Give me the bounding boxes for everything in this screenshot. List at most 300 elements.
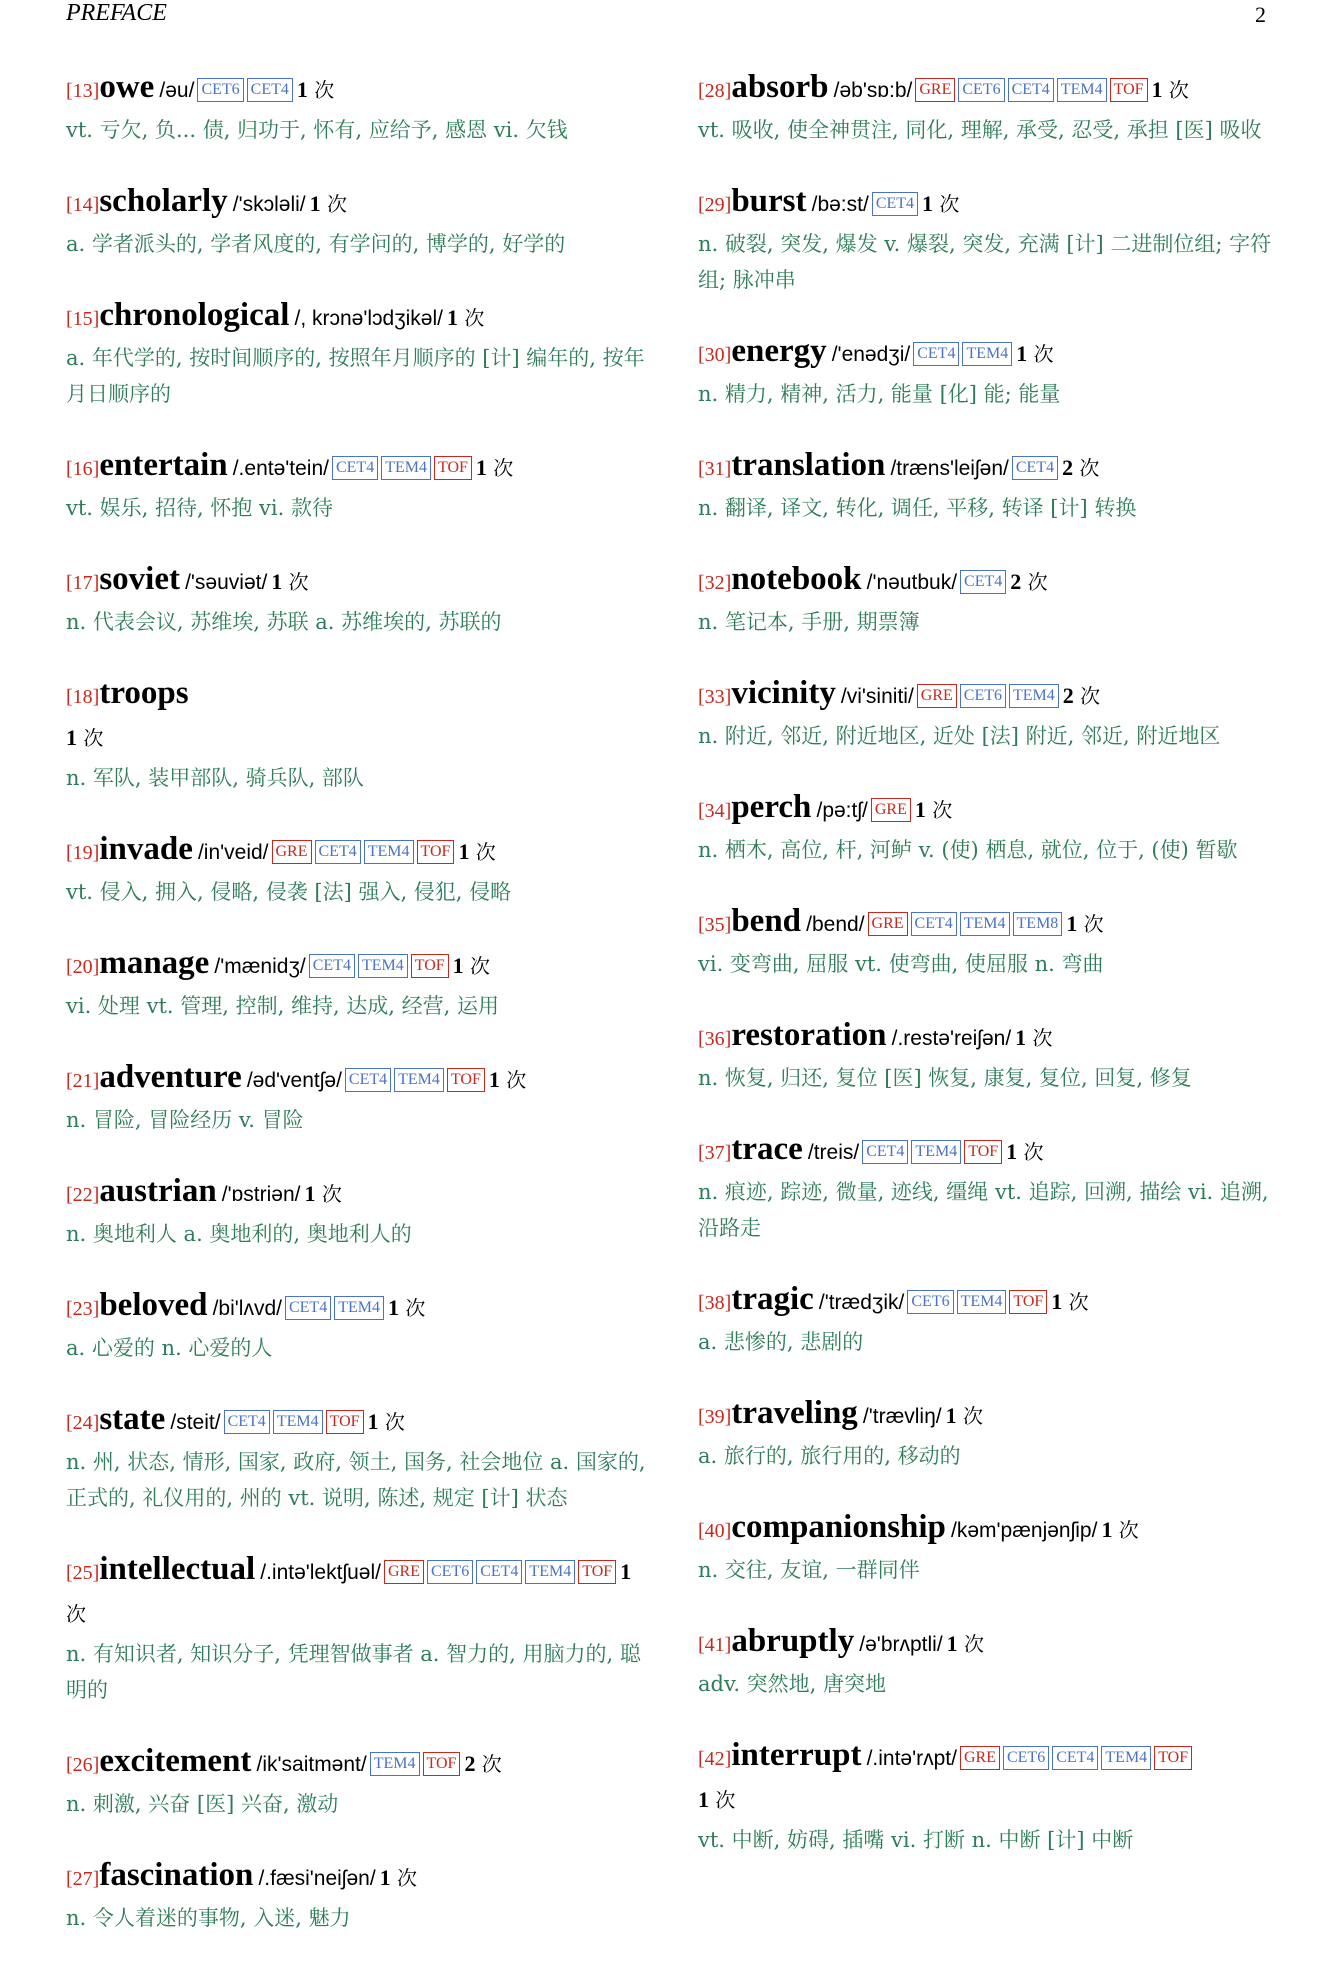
entry-number: [38]	[698, 1292, 732, 1314]
entry-number: [28]	[698, 80, 732, 102]
phonetic: /, krɔnə'lɔdʒikəl/	[294, 307, 443, 330]
definition: n. 代表会议, 苏维埃, 苏联 a. 苏维埃的, 苏联的	[66, 610, 502, 634]
entry-headline	[698, 181, 1278, 226]
vocab-entry	[66, 295, 646, 412]
vocab-entry	[66, 1171, 646, 1252]
phonetic: /kəm'pænjənʃip/	[951, 1519, 1098, 1542]
count-value: 2	[1062, 683, 1074, 708]
count-value: 2	[1010, 569, 1022, 594]
phonetic: /'trævliŋ/	[862, 1405, 942, 1428]
count-value: 1	[66, 725, 77, 750]
entry-headline	[698, 1393, 1278, 1438]
entry-headline	[66, 1171, 646, 1216]
phonetic: /.intə'lektʃuəl/	[260, 1561, 381, 1584]
count-value: 1	[271, 569, 283, 594]
definition: n. 精力, 精神, 活力, 能量 [化] 能; 能量	[698, 382, 1061, 406]
entry-headline	[698, 331, 1278, 376]
occurrence-count	[915, 798, 952, 822]
exam-tag: CET6	[427, 1560, 473, 1584]
occurrence-count	[1010, 570, 1047, 594]
exam-tag: TOF	[326, 1410, 364, 1434]
headword: excitement	[99, 1743, 252, 1779]
count-unit: 次	[397, 1866, 418, 1890]
vocab-entry	[66, 445, 646, 526]
entry-headline	[698, 1279, 1278, 1324]
entry-number: [19]	[66, 842, 100, 864]
vocab-entry	[698, 181, 1278, 298]
exam-tag: GRE	[868, 912, 908, 936]
exam-tag: CET4	[1008, 78, 1054, 102]
headword: abruptly	[731, 1623, 855, 1659]
phonetic: /.fæsi'neiʃən/	[258, 1867, 376, 1890]
entry-headline	[698, 67, 1278, 112]
definition: n. 痕迹, 踪迹, 微量, 迹线, 缰绳 vt. 追踪, 回溯, 描绘 vi. 追溯, 沿路走	[698, 1180, 1269, 1240]
phonetic: /əb'sɒ:b/	[833, 79, 913, 102]
vocab-entry	[698, 1015, 1278, 1096]
entry-headline	[66, 295, 646, 340]
exam-tag: TOF	[411, 954, 449, 978]
occurrence-count	[66, 726, 103, 750]
occurrence-count	[1006, 1140, 1043, 1164]
definition: vt. 吸收, 使全神贯注, 同化, 理解, 承受, 忍受, 承担 [医] 吸收	[698, 118, 1262, 142]
entry-headline	[698, 1015, 1278, 1060]
exam-tag: TEM4	[960, 912, 1010, 936]
occurrence-count	[1015, 1026, 1052, 1050]
headword: vicinity	[731, 675, 836, 711]
exam-tag: CET4	[309, 954, 355, 978]
exam-tag: TOF	[417, 840, 455, 864]
entry-number: [30]	[698, 344, 732, 366]
entry-headline	[66, 829, 646, 874]
occurrence-count	[453, 954, 490, 978]
entry-headline	[66, 67, 646, 112]
count-unit: 次	[1079, 456, 1100, 480]
count-unit: 次	[1068, 1290, 1089, 1314]
occurrence-count	[922, 192, 959, 216]
phonetic: /pə:tʃ/	[816, 799, 868, 822]
entry-headline	[66, 559, 646, 604]
exam-tag: TEM4	[1009, 684, 1059, 708]
vocab-entry	[698, 1621, 1278, 1702]
definition: n. 笔记本, 手册, 期票簿	[698, 610, 920, 634]
entry-number: [20]	[66, 956, 100, 978]
count-value: 1	[914, 797, 926, 822]
occurrence-count	[476, 456, 513, 480]
count-value: 1	[304, 1181, 316, 1206]
definition: n. 有知识者, 知识分子, 凭理智做事者 a. 智力的, 用脑力的, 聪明的	[66, 1642, 641, 1702]
definition: adv. 突然地, 唐突地	[698, 1672, 887, 1696]
headword: scholarly	[99, 183, 228, 219]
exam-tag: TEM4	[334, 1296, 384, 1320]
entry-number: [13]	[66, 80, 100, 102]
vocab-entry	[66, 829, 646, 910]
entry-number: [31]	[698, 458, 732, 480]
entry-number: [21]	[66, 1070, 100, 1092]
count-unit: 次	[932, 798, 953, 822]
vocab-entry	[66, 943, 646, 1024]
headword: translation	[731, 447, 886, 483]
count-value: 2	[464, 1751, 476, 1776]
exam-tag: TEM4	[1101, 1746, 1151, 1770]
occurrence-count	[464, 1752, 501, 1776]
count-unit: 次	[1080, 684, 1101, 708]
count-unit: 次	[1083, 912, 1104, 936]
exam-tag: CET6	[907, 1290, 953, 1314]
headword: owe	[99, 69, 155, 105]
exam-tag: CET4	[224, 1410, 270, 1434]
vocab-entry	[66, 1285, 646, 1366]
exam-tag: GRE	[871, 798, 911, 822]
entry-headline	[66, 181, 646, 226]
occurrence-count	[297, 78, 334, 102]
occurrence-count	[1016, 342, 1053, 366]
occurrence-count	[489, 1068, 526, 1092]
exam-tag: CET4	[247, 78, 293, 102]
headword: bend	[731, 903, 802, 939]
page-title: PREFACE	[66, 0, 167, 26]
exam-tag: TOF	[1154, 1746, 1192, 1770]
phonetic: /vi'siniti/	[840, 685, 914, 708]
exam-tag: TOF	[434, 456, 472, 480]
count-value: 1	[446, 305, 458, 330]
definition: a. 悲惨的, 悲剧的	[698, 1330, 864, 1354]
phonetic: /'trædʒik/	[818, 1291, 905, 1314]
entry-number: [27]	[66, 1868, 100, 1890]
headword: traveling	[731, 1395, 858, 1431]
definition: vt. 亏欠, 负... 债, 归功于, 怀有, 应给予, 感恩 vi. 欠钱	[66, 118, 568, 142]
entry-headline	[66, 1285, 646, 1330]
definition: a. 学者派头的, 学者风度的, 有学问的, 博学的, 好学的	[66, 232, 566, 256]
exam-tag: CET4	[911, 912, 957, 936]
phonetic: /steit/	[170, 1411, 221, 1434]
exam-tag: TOF	[1009, 1290, 1047, 1314]
vocab-entry	[698, 901, 1278, 982]
entry-number: [42]	[698, 1748, 732, 1770]
count-unit: 次	[939, 192, 960, 216]
exam-tag: CET4	[285, 1296, 331, 1320]
entry-number: [23]	[66, 1298, 100, 1320]
count-unit: 次	[481, 1752, 502, 1776]
count-value: 1	[296, 77, 308, 102]
occurrence-count	[698, 1788, 735, 1812]
count-unit: 次	[1027, 570, 1048, 594]
count-unit: 次	[66, 1602, 86, 1626]
count-unit: 次	[470, 954, 491, 978]
entry-number: [15]	[66, 308, 100, 330]
definition: n. 翻译, 译文, 转化, 调任, 平移, 转译 [计] 转换	[698, 496, 1137, 520]
headword: adventure	[99, 1059, 242, 1095]
headword: soviet	[99, 561, 180, 597]
exam-tag: GRE	[915, 78, 955, 102]
definition: vt. 娱乐, 招待, 怀抱 vi. 款待	[66, 496, 333, 520]
headword: notebook	[731, 561, 862, 597]
definition: n. 栖木, 高位, 杆, 河鲈 v. (使) 栖息, 就位, 位于, (使) 暂歇	[698, 838, 1238, 862]
occurrence-count	[1152, 78, 1189, 102]
phonetic: /in'veid/	[197, 841, 269, 864]
entry-headline	[66, 1549, 646, 1636]
phonetic: /'enədʒi/	[831, 343, 911, 366]
headword: state	[99, 1401, 166, 1437]
headword: energy	[731, 333, 827, 369]
vocab-entry	[698, 445, 1278, 526]
entry-headline	[66, 1399, 646, 1444]
entry-headline	[698, 901, 1278, 946]
phonetic: /.intə'rʌpt/	[866, 1747, 957, 1770]
count-value: 1	[946, 1631, 958, 1656]
exam-tag: CET4	[345, 1068, 391, 1092]
phonetic: /træns'leiʃən/	[890, 457, 1009, 480]
occurrence-count	[1066, 912, 1103, 936]
entry-number: [40]	[698, 1520, 732, 1542]
page-number: 2	[1255, 2, 1266, 27]
count-value: 1	[1015, 1025, 1027, 1050]
vocab-entry	[66, 181, 646, 262]
vocab-entry	[698, 673, 1278, 754]
count-unit: 次	[506, 1068, 527, 1092]
entry-number: [33]	[698, 686, 732, 708]
occurrence-count	[388, 1296, 425, 1320]
exam-tag: TEM4	[364, 840, 414, 864]
count-value: 1	[945, 1403, 957, 1428]
occurrence-count	[1101, 1518, 1138, 1542]
entry-number: [39]	[698, 1406, 732, 1428]
entry-number: [37]	[698, 1142, 732, 1164]
exam-tag: TOF	[423, 1752, 461, 1776]
definition: n. 恢复, 归还, 复位 [医] 恢复, 康复, 复位, 回复, 修复	[698, 1066, 1192, 1090]
occurrence-count	[305, 1182, 342, 1206]
exam-tag: TEM4	[962, 342, 1012, 366]
exam-tag: GRE	[960, 1746, 1000, 1770]
occurrence-count	[947, 1632, 984, 1656]
phonetic: /bi'lʌvd/	[212, 1297, 282, 1320]
headword: restoration	[731, 1017, 887, 1053]
definition: n. 冒险, 冒险经历 v. 冒险	[66, 1108, 304, 1132]
entry-headline	[66, 943, 646, 988]
count-value: 1	[1151, 77, 1163, 102]
count-value: 1	[698, 1787, 709, 1812]
exam-tag: TOF	[578, 1560, 616, 1584]
count-value: 1	[922, 191, 934, 216]
entry-headline	[66, 1057, 646, 1102]
occurrence-count	[368, 1410, 405, 1434]
headword: austrian	[99, 1173, 217, 1209]
vocab-entry	[66, 1855, 646, 1936]
count-value: 1	[1016, 341, 1028, 366]
entry-headline	[698, 1735, 1278, 1822]
phonetic: /bə:st/	[811, 193, 869, 216]
entry-headline	[66, 673, 646, 760]
headword: absorb	[731, 69, 829, 105]
entry-headline	[698, 559, 1278, 604]
headword: companionship	[731, 1509, 946, 1545]
vocab-entry	[698, 1129, 1278, 1246]
entry-number: [22]	[66, 1184, 100, 1206]
count-unit: 次	[321, 1182, 342, 1206]
exam-tag: CET6	[1003, 1746, 1049, 1770]
count-value: 1	[1066, 911, 1078, 936]
exam-tag: CET4	[913, 342, 959, 366]
exam-tag: CET4	[862, 1140, 908, 1164]
phonetic: /.entə'tein/	[232, 457, 329, 480]
exam-tag: CET6	[197, 78, 243, 102]
headword: entertain	[99, 447, 228, 483]
entry-number: [29]	[698, 194, 732, 216]
count-unit: 次	[1033, 342, 1054, 366]
headword: fascination	[99, 1857, 254, 1893]
headword: interrupt	[731, 1737, 862, 1773]
count-value: 1	[387, 1295, 399, 1320]
count-value: 1	[1006, 1139, 1018, 1164]
entry-number: [34]	[698, 800, 732, 822]
headword: manage	[99, 945, 210, 981]
entry-headline	[698, 1129, 1278, 1174]
entry-number: [32]	[698, 572, 732, 594]
vocab-entry	[698, 67, 1278, 148]
count-unit: 次	[715, 1788, 736, 1812]
exam-tag: TEM4	[381, 456, 431, 480]
vocab-entry	[66, 1057, 646, 1138]
exam-tag: TOF	[964, 1140, 1002, 1164]
entry-headline	[698, 1507, 1278, 1552]
vocab-entry	[698, 1507, 1278, 1588]
vocab-entry	[698, 1735, 1278, 1858]
definition: n. 刺激, 兴奋 [医] 兴奋, 激动	[66, 1792, 339, 1816]
headword: beloved	[99, 1287, 208, 1323]
count-unit: 次	[475, 840, 496, 864]
entry-number: [16]	[66, 458, 100, 480]
headword: trace	[731, 1131, 803, 1167]
exam-tag: TEM4	[358, 954, 408, 978]
count-value: 1	[620, 1559, 632, 1584]
definition: vi. 变弯曲, 屈服 vt. 使弯曲, 使屈服 n. 弯曲	[698, 952, 1104, 976]
vocab-entry	[66, 1399, 646, 1516]
right-column	[698, 67, 1278, 1891]
definition: n. 交往, 友谊, 一群同伴	[698, 1558, 920, 1582]
headword: tragic	[731, 1281, 814, 1317]
count-value: 1	[475, 455, 487, 480]
phonetic: /.restə'reiʃən/	[891, 1027, 1012, 1050]
entry-number: [35]	[698, 914, 732, 936]
exam-tag: GRE	[272, 840, 312, 864]
exam-tag: CET4	[872, 192, 918, 216]
count-value: 1	[367, 1409, 379, 1434]
definition: n. 附近, 邻近, 附近地区, 近处 [法] 附近, 邻近, 附近地区	[698, 724, 1221, 748]
occurrence-count	[447, 306, 484, 330]
exam-tag: CET4	[1012, 456, 1058, 480]
vocab-entry	[66, 673, 646, 796]
exam-tag: TEM4	[911, 1140, 961, 1164]
phonetic: /bend/	[806, 913, 865, 936]
vocab-entry	[698, 559, 1278, 640]
entry-number: [26]	[66, 1754, 100, 1776]
count-unit: 次	[464, 306, 485, 330]
vocab-entry	[698, 1393, 1278, 1474]
vocab-entry	[698, 1279, 1278, 1360]
exam-tag: GRE	[917, 684, 957, 708]
count-value: 1	[379, 1865, 391, 1890]
phonetic: /'ɒstriən/	[221, 1183, 301, 1206]
occurrence-count	[310, 192, 347, 216]
entry-number: [24]	[66, 1412, 100, 1434]
definition: n. 州, 状态, 情形, 国家, 政府, 领土, 国务, 社会地位 a. 国家的, 正式的, 礼仪用的, 州的 vt. 说明, 陈述, 规定 [计] 状态	[66, 1450, 646, 1510]
phonetic: /'mænidʒ/	[214, 955, 306, 978]
exam-tag: TEM4	[370, 1752, 420, 1776]
count-unit: 次	[964, 1632, 985, 1656]
count-unit: 次	[83, 726, 104, 750]
count-value: 1	[309, 191, 321, 216]
headword: intellectual	[99, 1551, 256, 1587]
count-value: 1	[452, 953, 464, 978]
vocab-entry	[66, 67, 646, 148]
count-unit: 次	[384, 1410, 405, 1434]
exam-tag: CET4	[1052, 1746, 1098, 1770]
entry-headline	[698, 445, 1278, 490]
count-unit: 次	[314, 78, 335, 102]
vocab-entry	[698, 331, 1278, 412]
entry-number: [17]	[66, 572, 100, 594]
count-unit: 次	[326, 192, 347, 216]
vocab-entry	[66, 559, 646, 640]
phonetic: /'nəutbuk/	[866, 571, 958, 594]
count-value: 1	[1101, 1517, 1113, 1542]
entry-number: [41]	[698, 1634, 732, 1656]
exam-tag: CET4	[315, 840, 361, 864]
exam-tag: TOF	[1110, 78, 1148, 102]
vocab-entry	[66, 1549, 646, 1708]
entry-headline	[66, 1855, 646, 1900]
definition: a. 心爱的 n. 心爱的人	[66, 1336, 273, 1360]
vocab-entry	[66, 1741, 646, 1822]
occurrence-count	[1063, 684, 1100, 708]
phonetic: /əd'ventʃə/	[246, 1069, 342, 1092]
phonetic: /'skɔləli/	[232, 193, 306, 216]
count-value: 1	[488, 1067, 500, 1092]
definition: n. 军队, 装甲部队, 骑兵队, 部队	[66, 766, 364, 790]
definition: vt. 侵入, 拥入, 侵略, 侵袭 [法] 强入, 侵犯, 侵略	[66, 880, 512, 904]
exam-tag: CET4	[476, 1560, 522, 1584]
entry-number: [36]	[698, 1028, 732, 1050]
headword: troops	[99, 675, 189, 711]
entry-headline	[698, 673, 1278, 718]
definition: n. 破裂, 突发, 爆发 v. 爆裂, 突发, 充满 [计] 二进制位组; 字符组; 脉冲串	[698, 232, 1272, 292]
entry-number: [25]	[66, 1562, 100, 1584]
exam-tag: TEM4	[525, 1560, 575, 1584]
entry-headline	[698, 1621, 1278, 1666]
definition: a. 旅行的, 旅行用的, 移动的	[698, 1444, 961, 1468]
count-value: 1	[1051, 1289, 1063, 1314]
count-unit: 次	[1032, 1026, 1053, 1050]
count-unit: 次	[962, 1404, 983, 1428]
entry-headline	[66, 1741, 646, 1786]
phonetic: /ik'saitmənt/	[256, 1753, 367, 1776]
exam-tag: TEM4	[957, 1290, 1007, 1314]
phonetic: /treis/	[807, 1141, 860, 1164]
count-unit: 次	[1168, 78, 1189, 102]
definition: n. 令人着迷的事物, 入迷, 魅力	[66, 1906, 351, 1930]
entry-headline	[66, 445, 646, 490]
definition: a. 年代学的, 按时间顺序的, 按照年月顺序的 [计] 编年的, 按年月日顺序的	[66, 346, 645, 406]
count-unit: 次	[288, 570, 309, 594]
exam-tag: CET6	[960, 684, 1006, 708]
definition: vi. 处理 vt. 管理, 控制, 维持, 达成, 经营, 运用	[66, 994, 500, 1018]
phonetic: /ə'brʌptli/	[859, 1633, 943, 1656]
phonetic: /'səuviət/	[185, 571, 268, 594]
count-unit: 次	[1118, 1518, 1139, 1542]
headword: invade	[99, 831, 193, 867]
exam-tag: TEM8	[1013, 912, 1063, 936]
left-column	[66, 67, 646, 1969]
headword: perch	[731, 789, 812, 825]
